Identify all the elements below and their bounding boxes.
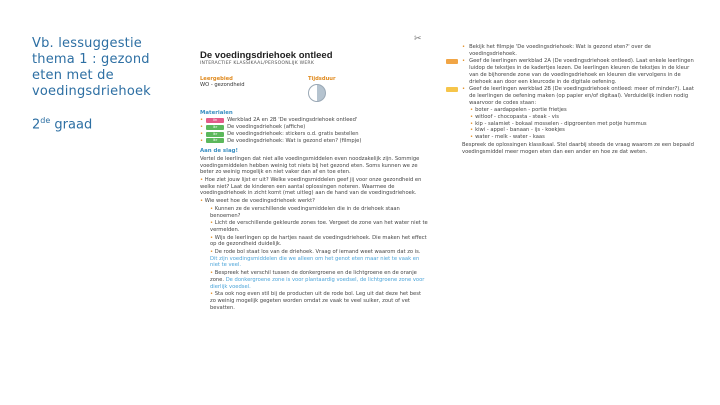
materialen-heading: Materialen xyxy=(200,109,233,116)
sub-item: • Wijs de leerlingen op de hartjes naast de voedingsdriehoek. Die maken het effect op de gezondheid duidelijk. xyxy=(210,234,427,248)
sub-item: • Licht de verschillende gekleurde zones toe. Vergeet de zone van het water niet te vermelden. xyxy=(210,220,428,233)
material-text: Werkblad 2A en 2B 'De voedingsdriehoek ontleed' xyxy=(227,117,358,124)
intro-paragraph: Vertel de leerlingen dat niet alle voedingsmiddelen even noodzakelijk zijn. Sommige voedingsmiddelen hebben weinig tot niets bij het gezond eten. Soms kunnen we ze beter zo weinig mogelijk en niet vaker dan af en toe eten. xyxy=(200,155,420,176)
material-tag: lkr xyxy=(206,125,224,130)
tijdsduur-label: Tijdsduur xyxy=(308,75,336,82)
sub-item: • Bespreek het verschil tussen de donkergroene en de lichtgroene en de oranje zone. De donkergroene zone is voor plantaardig voedsel, de lichtgroene zone voor dierlijk voedsel. xyxy=(210,270,425,290)
highlight-text: Dit zijn voedingsmiddelen die we alleen om het genot eten maar niet te vaak en niet te veel. xyxy=(210,255,420,269)
step-row: • Bekijk het filmpje 'De voedingsdriehoek: Wat is gezond eten?' over de voedingsdriehoek. xyxy=(446,44,698,57)
highlight-text: De donkergroene zone is voor plantaardig voedsel, de lichtgroene zone voor dierlijk voedsel. xyxy=(210,276,425,290)
document-title: De voedingsdriehoek ontleed xyxy=(200,50,333,61)
aan-de-slag-heading: Aan de slag! xyxy=(200,148,238,155)
material-item: • lkr De voedingsdriehoek (affiche) xyxy=(200,124,306,131)
food-list-item: • boter - aardappelen - portie frietjes xyxy=(470,107,567,114)
document-right-column xyxy=(446,44,698,156)
step-row: • Geef de leerlingen werkblad 2A (De voedingsdriehoek ontleed). Laat enkele leerlingen luidop de tekstjes in de kadertjes lezen. De leerlingen kleuren de tekstjes in de kleur van de bijhorende zone van de voedingsdriehoek en kleuren die vervolgens in de driehoek aan door een kleurcode in de digitale oefening. xyxy=(446,58,698,85)
worksheet-document xyxy=(196,34,700,370)
material-item: • lkr De voedingsdriehoek: stickers o.d. gratis bestellen xyxy=(200,130,359,137)
grade-suffix: de xyxy=(40,116,51,125)
sub-item: • Kunnen ze de verschillende voedingsmiddelen die in de driehoek staan benoemen? xyxy=(210,205,400,219)
grade-number: 2 xyxy=(32,117,41,133)
tijdsduur xyxy=(308,76,336,83)
document-subtitle: INTERACTIEF KLASSIKAAL/PERSOONLIJK WERK xyxy=(200,61,315,66)
closing-paragraph: Bespreek de oplossingen klassikaal. Stel daarbij steeds de vraag waarom ze een bepaald voedingsmiddel meer mogen eten dan een ander en hoe ze dat weten. xyxy=(462,141,694,155)
step-text: Geef de leerlingen werkblad 2B (De voedingsdriehoek ontleed: meer of minder?). Laat de leerlingen de oefening maken (op papier en/of digitaal). Verduidelijk indien nodig waarvoor de codes staan: xyxy=(469,86,694,106)
food-list-item: • water - melk - water - kaas xyxy=(470,134,545,141)
food-list-item: • witloof - chocopasta - steak - vis xyxy=(470,114,559,121)
meta-info xyxy=(200,76,428,106)
material-tag: lln xyxy=(206,118,224,123)
material-item: • lkr De voedingsdriehoek: Wat is gezond eten? (filmpje) xyxy=(200,137,362,144)
slide-title: Vb. lessuggestie thema 1 : gezond eten met de voedingsdriehoek xyxy=(32,36,151,99)
sub-item: • Sta ook nog even stil bij de producten uit de rode bol. Leg uit dat deze het best zo weinig mogelijk gegeten worden omdat ze vaak te veel suiker, zout of vet bevatten. xyxy=(210,291,421,311)
food-list-item: • kip - salamiet - bokaal mosselen - dipgroenten met potje hummus xyxy=(470,120,647,127)
material-text: De voedingsdriehoek (affiche) xyxy=(227,124,306,131)
scissors-icon: ✂ xyxy=(414,34,422,44)
document-left-column xyxy=(200,50,428,312)
material-tag: lkr xyxy=(206,132,224,137)
grade-label xyxy=(32,116,92,132)
question-paragraph: • Wie weet hoe de voedingsdriehoek werkt? xyxy=(200,198,315,205)
step-tag xyxy=(446,59,458,64)
material-item: • lln Werkblad 2A en 2B 'De voedingsdriehoek ontleed' xyxy=(200,117,358,124)
question-paragraph: • Hoe ziet jouw lijst er uit? Welke voedingsmiddelen geef jij voor onze gezondheid en welke niet? Laat de kinderen een aantal oplossingen noteren. Waarmee de voedingsdriehoek in zicht komt (met uitleg) aan de hand van de voedingsdriehoek. xyxy=(200,177,422,197)
leergebied-label: Leergebied xyxy=(200,75,233,82)
grade-word: graad xyxy=(54,117,93,133)
question-1: Hoe ziet jouw lijst er uit? Welke voedingsmiddelen geef jij voor onze gezondheid en welke niet? Laat de kinderen een aantal oplossingen noteren. Waarmee de voedingsdriehoek in zicht komt (met uitleg) aan de hand van de voedingsdriehoek. xyxy=(200,177,422,197)
duration-clock-icon xyxy=(308,84,326,102)
step-row: • Geef de leerlingen werkblad 2B (De voedingsdriehoek ontleed: meer of minder?). Laat de leerlingen de oefening maken (op papier en/of digitaal). Verduidelijk indien nodig waarvoor de codes staan: xyxy=(446,86,698,106)
leergebied-value: WO - gezondheid xyxy=(200,82,245,89)
food-list-item: • kiwi - appel - banaan - ijs - koekjes xyxy=(470,127,565,134)
food-list xyxy=(446,107,698,141)
material-text: De voedingsdriehoek: Wat is gezond eten? (filmpje) xyxy=(227,137,362,144)
step-tag xyxy=(446,87,458,92)
question-2: Wie weet hoe de voedingsdriehoek werkt? xyxy=(204,198,315,205)
sub-item: • De rode bol staat los van de driehoek. Vraag of iemand weet waarom dat zo is. Dit zijn voedingsmiddelen die we alleen om het genot eten maar niet te vaak en niet te veel. xyxy=(210,249,421,269)
step-text: Geef de leerlingen werkblad 2A (De voedingsdriehoek ontleed). Laat enkele leerlingen luidop de tekstjes in de kadertjes lezen. De leerlingen kleuren de tekstjes in de kleur van de bijhorende zone van de voedingsdriehoek en kleuren die vervolgens in de driehoek aan door een kleurcode in de digitale oefening. xyxy=(469,58,694,85)
leergebied xyxy=(200,76,245,89)
step-text: Bekijk het filmpje 'De voedingsdriehoek: Wat is gezond eten?' over de voedingsdriehoek. xyxy=(469,44,651,57)
material-text: De voedingsdriehoek: stickers o.d. gratis bestellen xyxy=(227,130,359,137)
material-tag: lkr xyxy=(206,138,224,143)
